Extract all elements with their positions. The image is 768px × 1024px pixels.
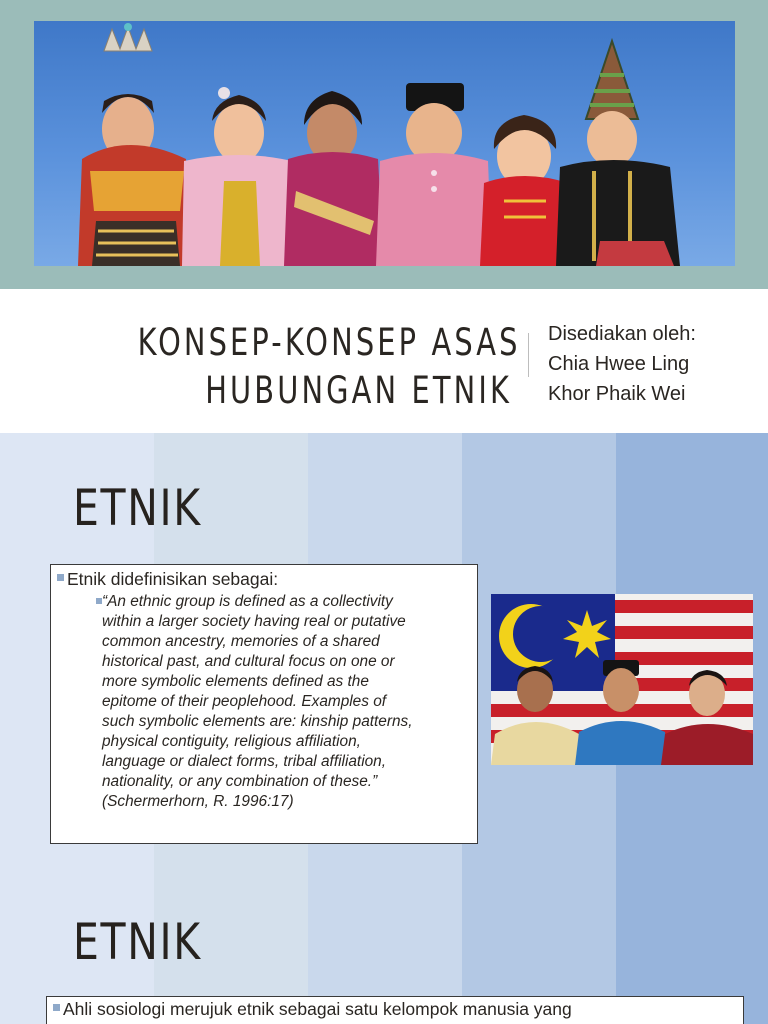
- quote-line: “An ethnic group is defined as a collectivity: [102, 593, 393, 610]
- quote-line: within a larger society having real or putative: [102, 613, 406, 630]
- children-traditional-costume-photo: [34, 21, 735, 266]
- slide-heading: ETNIK: [73, 479, 202, 537]
- presentation-title: [137, 319, 521, 415]
- slide-heading: ETNIK: [73, 913, 202, 971]
- quote-line: physical contiguity, religious affiliation,: [102, 733, 361, 750]
- quote-line: language or dialect forms, tribal affiliation,: [102, 753, 387, 770]
- bullet-text: Etnik didefinisikan sebagai:: [67, 569, 279, 589]
- quote-line: more symbolic elements defined as the: [102, 673, 369, 690]
- definition-box: [50, 564, 478, 844]
- bullet-text: Ahli sosiologi merujuk etnik sebagai satu kelompok manusia yang: [63, 999, 572, 1019]
- quote-line: nationality, or any combination of these.”: [102, 773, 378, 790]
- bullet-item: [57, 569, 278, 590]
- definition-box: [46, 996, 744, 1024]
- schermerhorn-quote: [102, 592, 474, 812]
- credits-label: Disediakan oleh:: [548, 323, 696, 345]
- malaysia-flag-photo: [491, 594, 753, 765]
- etnik-definition-slide: [0, 433, 768, 1024]
- quote-line: historical past, and cultural focus on one or: [102, 653, 395, 670]
- quote-line: common ancestry, memories of a shared: [102, 633, 380, 650]
- title-divider: [528, 333, 529, 377]
- title-slide: [0, 0, 768, 433]
- title-line-1: KONSEP-KONSEP ASAS: [137, 321, 521, 364]
- author-name: Khor Phaik Wei: [548, 383, 686, 405]
- author-name: Chia Hwee Ling: [548, 353, 690, 375]
- bullet-marker-icon: [53, 1004, 60, 1011]
- title-area: [0, 289, 768, 433]
- credits-block: [548, 319, 758, 409]
- quote-line: epitome of their peoplehood. Examples of: [102, 693, 387, 710]
- bullet-item: [53, 999, 572, 1020]
- bullet-marker-icon: [57, 574, 64, 581]
- quote-line: (Schermerhorn, R. 1996:17): [102, 793, 294, 810]
- title-line-2: HUBUNGAN ETNIK: [205, 369, 512, 412]
- quote-line: such symbolic elements are: kinship patterns,: [102, 713, 413, 730]
